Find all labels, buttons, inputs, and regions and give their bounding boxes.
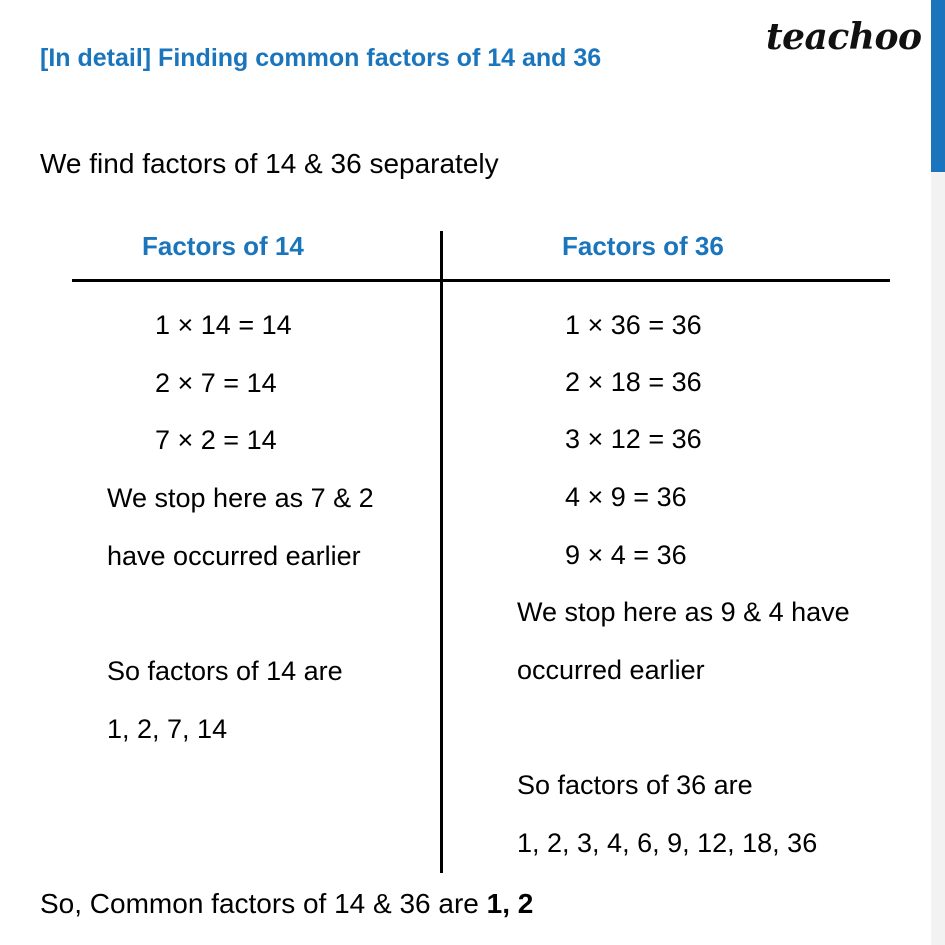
left-conclusion: So factors of 14 are bbox=[107, 656, 343, 686]
final-answer-text: So, Common factors of 14 & 36 are bbox=[40, 888, 487, 919]
left-stop-note: have occurred earlier bbox=[107, 541, 361, 571]
left-factor-line: 7 × 2 = 14 bbox=[155, 425, 277, 455]
scrollbar-thumb[interactable] bbox=[931, 0, 945, 172]
table-horizontal-divider bbox=[72, 279, 890, 282]
right-factor-line: 9 × 4 = 36 bbox=[565, 540, 687, 570]
right-factor-line: 4 × 9 = 36 bbox=[565, 482, 687, 512]
left-column-header: Factors of 14 bbox=[142, 231, 304, 261]
left-conclusion: 1, 2, 7, 14 bbox=[107, 714, 228, 744]
page-title: [In detail] Finding common factors of 14 and 36 bbox=[40, 44, 602, 72]
right-conclusion: 1, 2, 3, 4, 6, 9, 12, 18, 36 bbox=[517, 828, 818, 858]
right-stop-note: occurred earlier bbox=[517, 655, 705, 685]
intro-text: We find factors of 14 & 36 separately bbox=[40, 148, 499, 179]
right-conclusion: So factors of 36 are bbox=[517, 770, 753, 800]
right-stop-note: We stop here as 9 & 4 have bbox=[517, 597, 850, 627]
left-stop-note: We stop here as 7 & 2 bbox=[107, 483, 374, 513]
table-vertical-divider bbox=[440, 231, 443, 873]
right-factor-line: 2 × 18 = 36 bbox=[565, 367, 702, 397]
right-factor-line: 3 × 12 = 36 bbox=[565, 424, 702, 454]
right-column-header: Factors of 36 bbox=[562, 231, 724, 261]
left-factor-line: 1 × 14 = 14 bbox=[155, 310, 292, 340]
left-factor-line: 2 × 7 = 14 bbox=[155, 368, 277, 398]
brand-logo: teachoo bbox=[766, 16, 922, 58]
final-answer-value: 1, 2 bbox=[486, 888, 534, 919]
right-factor-line: 1 × 36 = 36 bbox=[565, 310, 702, 340]
final-answer bbox=[40, 888, 533, 920]
